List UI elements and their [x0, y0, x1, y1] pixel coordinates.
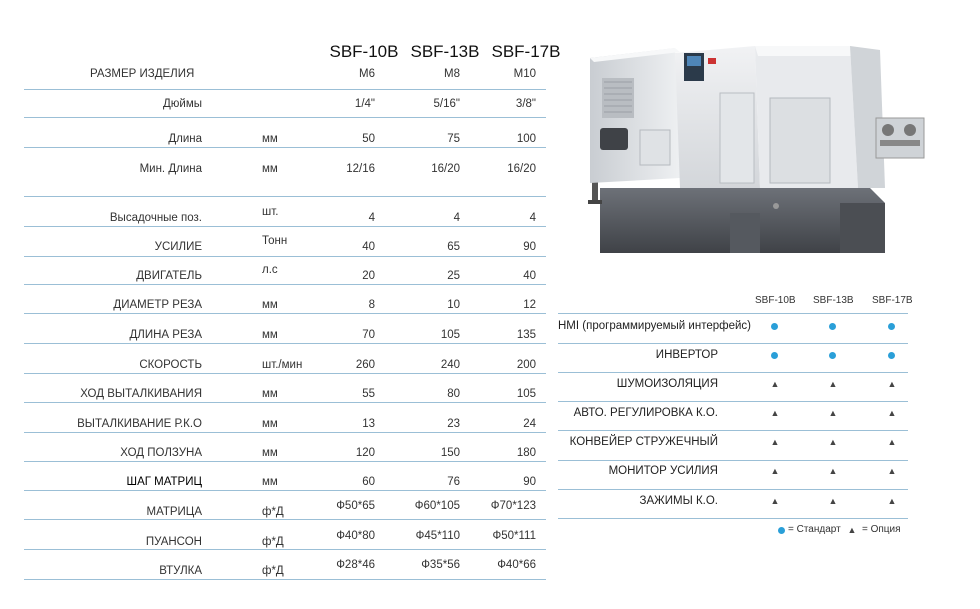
spec-row-value: 105 — [516, 388, 536, 400]
feature-row-label: ЗАЖИМЫ К.О. — [639, 495, 718, 507]
spec-divider — [24, 490, 546, 491]
spec-row-value: 80 — [447, 388, 460, 400]
standard-dot-icon — [778, 527, 785, 534]
standard-dot-icon — [829, 323, 836, 330]
spec-row-value: 65 — [447, 241, 460, 253]
spec-row-unit: Тонн — [262, 235, 288, 247]
spec-row-value: 50 — [362, 133, 375, 145]
spec-row-value: 24 — [523, 418, 536, 430]
spec-row-label: ДВИГАТЕЛЬ — [136, 270, 202, 282]
spec-row-unit: мм — [262, 329, 278, 341]
spec-row-value: Ф60*105 — [414, 500, 460, 512]
spec-divider — [24, 461, 546, 462]
spec-row-label: Высадочные поз. — [109, 212, 202, 224]
feature-model-heading: SBF-17B — [872, 295, 913, 306]
spec-divider — [24, 579, 546, 580]
spec-header-value: M6 — [359, 68, 375, 80]
spec-row-unit: мм — [262, 133, 278, 145]
option-triangle-icon: ▲ — [828, 379, 838, 389]
option-triangle-icon: ▲ — [828, 466, 838, 476]
spec-row-value: 60 — [362, 476, 375, 488]
legend — [778, 524, 918, 538]
spec-row-value: 100 — [516, 133, 536, 145]
spec-row-unit: мм — [262, 388, 278, 400]
standard-dot-icon — [771, 352, 778, 359]
spec-row-value: 105 — [440, 329, 460, 341]
spec-row-unit: шт./мин — [262, 359, 303, 371]
spec-row-value: 4 — [368, 212, 375, 224]
spec-row-unit: л.с — [262, 264, 278, 276]
spec-row-value: 90 — [523, 476, 536, 488]
feature-divider — [558, 372, 908, 373]
model-heading-sbf-13b: SBF-13B — [410, 42, 480, 61]
spec-row-label: Мин. Длина — [139, 163, 202, 175]
spec-divider — [24, 89, 546, 90]
spec-row-value: 75 — [447, 133, 460, 145]
spec-row-value: 90 — [523, 241, 536, 253]
spec-row-value: 76 — [447, 476, 460, 488]
spec-row-unit: ф*Д — [262, 536, 284, 548]
model-heading-sbf-10b: SBF-10B — [329, 42, 399, 61]
spec-header-label: РАЗМЕР ИЗДЕЛИЯ — [90, 68, 195, 80]
feature-model-heading: SBF-10B — [755, 295, 796, 306]
standard-dot-icon — [771, 323, 778, 330]
option-triangle-icon: ▲ — [770, 437, 780, 447]
feature-row-label: ИНВЕРТОР — [655, 349, 718, 361]
legend-option: = Опция — [862, 524, 901, 535]
spec-row-value: 16/20 — [431, 163, 460, 175]
spec-row-unit: ф*Д — [262, 565, 284, 577]
spec-row-value: 40 — [362, 241, 375, 253]
option-triangle-icon: ▲ — [770, 408, 780, 418]
standard-dot-icon — [888, 323, 895, 330]
feature-divider — [558, 313, 908, 314]
spec-row-value: 1/4" — [354, 98, 375, 110]
spec-row-value: 16/20 — [507, 163, 536, 175]
option-triangle-icon: ▲ — [887, 408, 897, 418]
option-triangle-icon: ▲ — [828, 496, 838, 506]
spec-row-value: 150 — [440, 447, 460, 459]
spec-header-value: M10 — [513, 68, 536, 80]
spec-row-value: 260 — [355, 359, 375, 371]
option-triangle-icon: ▲ — [887, 496, 897, 506]
spec-row-label: ПУАНСОН — [145, 536, 202, 548]
spec-row-value: Ф35*56 — [421, 559, 460, 571]
spec-row-label: ХОД ВЫТАЛКИВАНИЯ — [80, 388, 202, 400]
spec-row-unit: шт. — [262, 206, 279, 218]
spec-row-value: 40 — [523, 270, 536, 282]
option-triangle-icon: ▲ — [770, 496, 780, 506]
feature-row-label: КОНВЕЙЕР СТРУЖЕЧНЫЙ — [569, 436, 718, 448]
spec-row-value: Ф40*66 — [497, 559, 536, 571]
spec-row-value: 25 — [447, 270, 460, 282]
feature-divider — [558, 489, 908, 490]
spec-divider — [24, 402, 546, 403]
spec-divider — [24, 373, 546, 374]
spec-row-value: Ф40*80 — [336, 530, 375, 542]
option-triangle-icon: ▲ — [770, 466, 780, 476]
spec-row-label: СКОРОСТЬ — [139, 359, 202, 371]
spec-divider — [24, 117, 546, 118]
spec-row-value: Ф50*111 — [492, 530, 536, 542]
spec-row-value: 5/16" — [433, 98, 460, 110]
spec-row-value: 135 — [516, 329, 536, 341]
feature-divider — [558, 460, 908, 461]
spec-row-value: 3/8" — [515, 98, 536, 110]
feature-divider — [558, 430, 908, 431]
spec-row-label: ВЫТАЛКИВАНИЕ Р.К.О — [77, 418, 202, 430]
standard-dot-icon — [888, 352, 895, 359]
spec-row-value: 12 — [523, 299, 536, 311]
spec-row-value: 4 — [453, 212, 460, 224]
spec-row-value: 13 — [362, 418, 375, 430]
spec-row-value: 8 — [368, 299, 375, 311]
spec-row-value: 4 — [529, 212, 536, 224]
feature-divider — [558, 343, 908, 344]
spec-row-unit: мм — [262, 299, 278, 311]
option-triangle-icon: ▲ — [887, 437, 897, 447]
spec-row-label: ДЛИНА РЕЗА — [129, 329, 202, 341]
spec-row-value: 200 — [516, 359, 536, 371]
spec-row-value: Ф50*65 — [336, 500, 375, 512]
spec-row-unit: мм — [262, 163, 278, 175]
spec-divider — [24, 196, 546, 197]
feature-row-label: АВТО. РЕГУЛИРОВКА К.О. — [573, 407, 718, 419]
option-triangle-icon: ▲ — [828, 437, 838, 447]
feature-row-label: МОНИТОР УСИЛИЯ — [608, 465, 718, 477]
spec-row-label: Длина — [168, 133, 202, 145]
feature-divider — [558, 401, 908, 402]
spec-row-unit: мм — [262, 418, 278, 430]
spec-row-label: ДИАМЕТР РЕЗА — [113, 299, 202, 311]
machine-illustration — [580, 38, 928, 268]
option-triangle-icon: ▲ — [887, 379, 897, 389]
spec-row-label: ХОД ПОЛЗУНА — [120, 447, 202, 459]
spec-row-value: 120 — [355, 447, 375, 459]
spec-row-value: Ф45*110 — [415, 530, 460, 542]
spec-divider — [24, 343, 546, 344]
spec-row-value: 10 — [447, 299, 460, 311]
option-triangle-icon: ▲ — [847, 525, 857, 535]
spec-row-value: 12/16 — [346, 163, 375, 175]
spec-row-value: 240 — [440, 359, 460, 371]
option-triangle-icon: ▲ — [828, 408, 838, 418]
spec-row-unit: мм — [262, 476, 278, 488]
spec-divider — [24, 147, 546, 148]
option-triangle-icon: ▲ — [770, 379, 780, 389]
spec-row-value: 55 — [362, 388, 375, 400]
legend-standard: = Стандарт — [788, 524, 841, 535]
spec-row-label: ВТУЛКА — [159, 565, 202, 577]
spec-divider — [24, 432, 546, 433]
spec-row-label: УСИЛИЕ — [154, 241, 202, 253]
spec-divider — [24, 519, 546, 520]
option-triangle-icon: ▲ — [887, 466, 897, 476]
spec-row-value: Ф70*123 — [490, 500, 536, 512]
spec-row-value: 180 — [516, 447, 536, 459]
model-heading-sbf-17b: SBF-17B — [491, 42, 561, 61]
spec-row-unit: ф*Д — [262, 506, 284, 518]
standard-dot-icon — [829, 352, 836, 359]
spec-row-value: 20 — [362, 270, 375, 282]
spec-row-label: МАТРИЦА — [146, 506, 202, 518]
spec-row-value: Ф28*46 — [336, 559, 375, 571]
spec-row-label: Дюймы — [162, 98, 202, 110]
feature-row-label: HMI (программируемый интерфейс) — [558, 320, 751, 332]
feature-model-heading: SBF-13B — [813, 295, 854, 306]
spec-divider — [24, 284, 546, 285]
spec-row-label: ШАГ МАТРИЦ — [126, 476, 202, 488]
feature-divider — [558, 518, 908, 519]
spec-divider — [24, 256, 546, 257]
spec-row-value: 23 — [447, 418, 460, 430]
spec-row-unit: мм — [262, 447, 278, 459]
spec-divider — [24, 226, 546, 227]
spec-row-value: 70 — [362, 329, 375, 341]
spec-header-value: M8 — [444, 68, 460, 80]
spec-divider — [24, 549, 546, 550]
feature-row-label: ШУМОИЗОЛЯЦИЯ — [616, 378, 718, 390]
spec-divider — [24, 313, 546, 314]
